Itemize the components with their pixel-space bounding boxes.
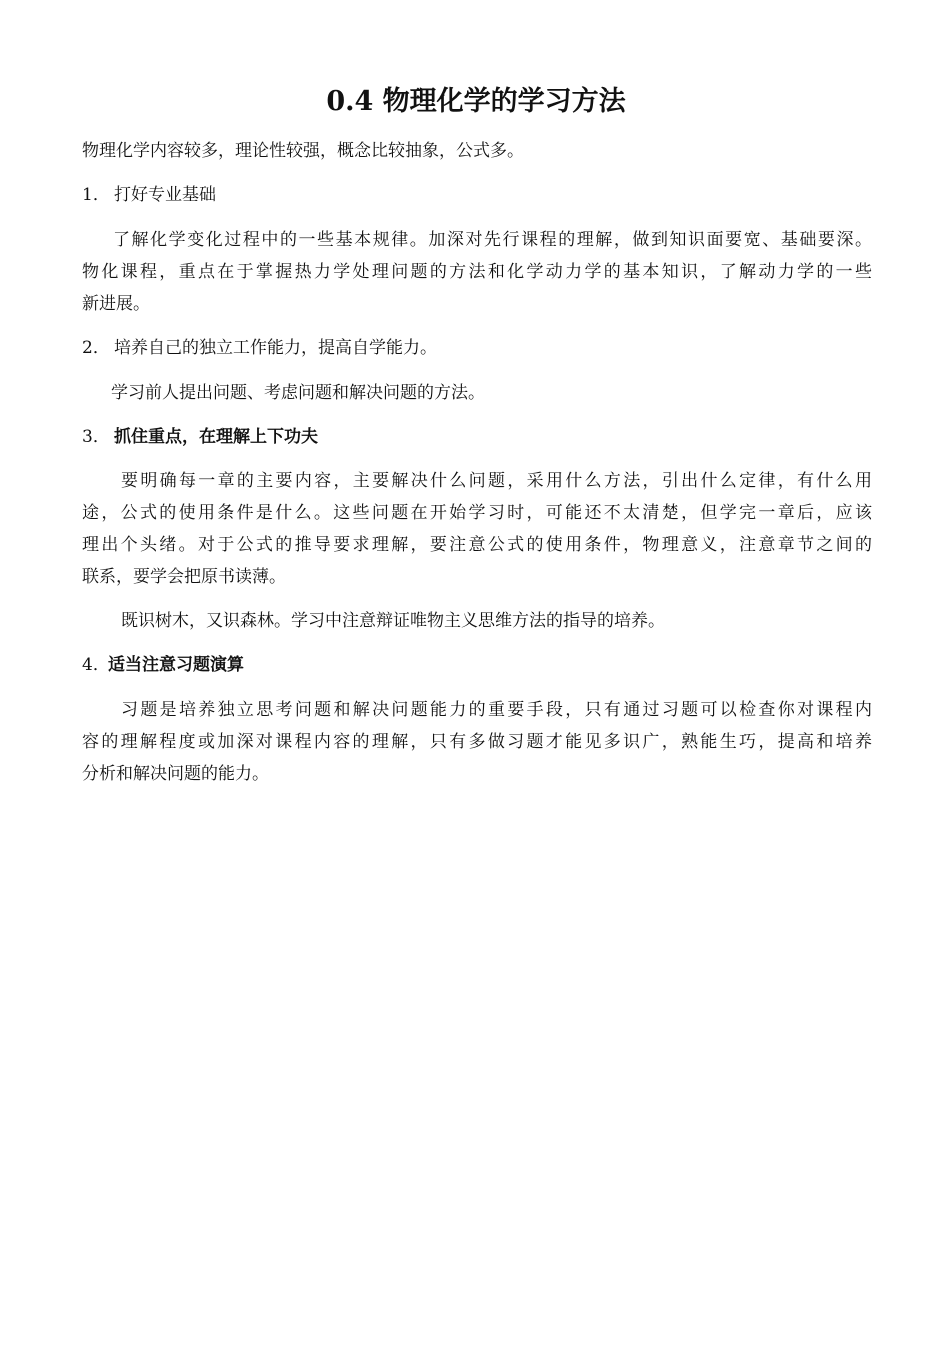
- section-2-heading: [82, 332, 872, 364]
- section-1-title: 打好专业基础: [114, 185, 216, 205]
- section-3-paragraph-2-line: 既识树木，又识森林。学习中注意辩证唯物主义思维方法的指导的培养。: [121, 611, 665, 631]
- section-1-number: 1．: [82, 185, 110, 205]
- section-4-paragraph-line: 容的理解程度或加深对课程内容的理解，只有多做习题才能见多识广，熟能生巧，提高和培养: [82, 732, 872, 752]
- section-1-paragraph-line: 新进展。: [82, 294, 150, 314]
- section-3-paragraph-line: 理出个头绪。对于公式的推导要求理解，要注意公式的使用条件，物理意义，注意章节之间的: [82, 535, 872, 555]
- section-4-paragraph-line: 习题是培养独立思考问题和解决问题能力的重要手段，只有通过习题可以检查你对课程内: [121, 700, 872, 720]
- section-4-number: 4．: [82, 655, 110, 675]
- page-title: 0.4 物理化学的学习方法: [326, 86, 626, 117]
- section-1-paragraph-line: 物化课程，重点在于掌握热力学处理问题的方法和化学动力学的基本知识，了解动力学的一些: [82, 262, 872, 282]
- section-1-paragraph-line: 了解化学变化过程中的一些基本规律。加深对先行课程的理解，做到知识面要宽、基础要深。: [113, 230, 872, 250]
- intro-paragraph: 物理化学内容较多，理论性较强，概念比较抽象，公式多。: [82, 141, 524, 161]
- section-3-paragraph-line: 联系，要学会把原书读薄。: [82, 567, 286, 587]
- section-2-title: 培养自己的独立工作能力，提高自学能力。: [114, 338, 437, 358]
- section-2-number: 2．: [82, 338, 110, 358]
- section-3-paragraph-line: 途，公式的使用条件是什么。这些问题在开始学习时，可能还不太清楚，但学完一章后，应该: [82, 503, 872, 523]
- section-3-number: 3．: [82, 427, 110, 447]
- section-4-paragraph-line: 分析和解决问题的能力。: [82, 764, 269, 784]
- section-3-heading: [82, 421, 872, 453]
- section-4-title: 适当注意习题演算: [108, 655, 244, 675]
- section-2-paragraph-line: 学习前人提出问题、考虑问题和解决问题的方法。: [111, 383, 485, 403]
- section-4-heading: [82, 649, 872, 681]
- section-3-title: 抓住重点，在理解上下功夫: [114, 427, 318, 447]
- section-3-paragraph-line: 要明确每一章的主要内容，主要解决什么问题，采用什么方法，引出什么定律，有什么用: [121, 471, 872, 491]
- section-1-heading: [82, 179, 872, 211]
